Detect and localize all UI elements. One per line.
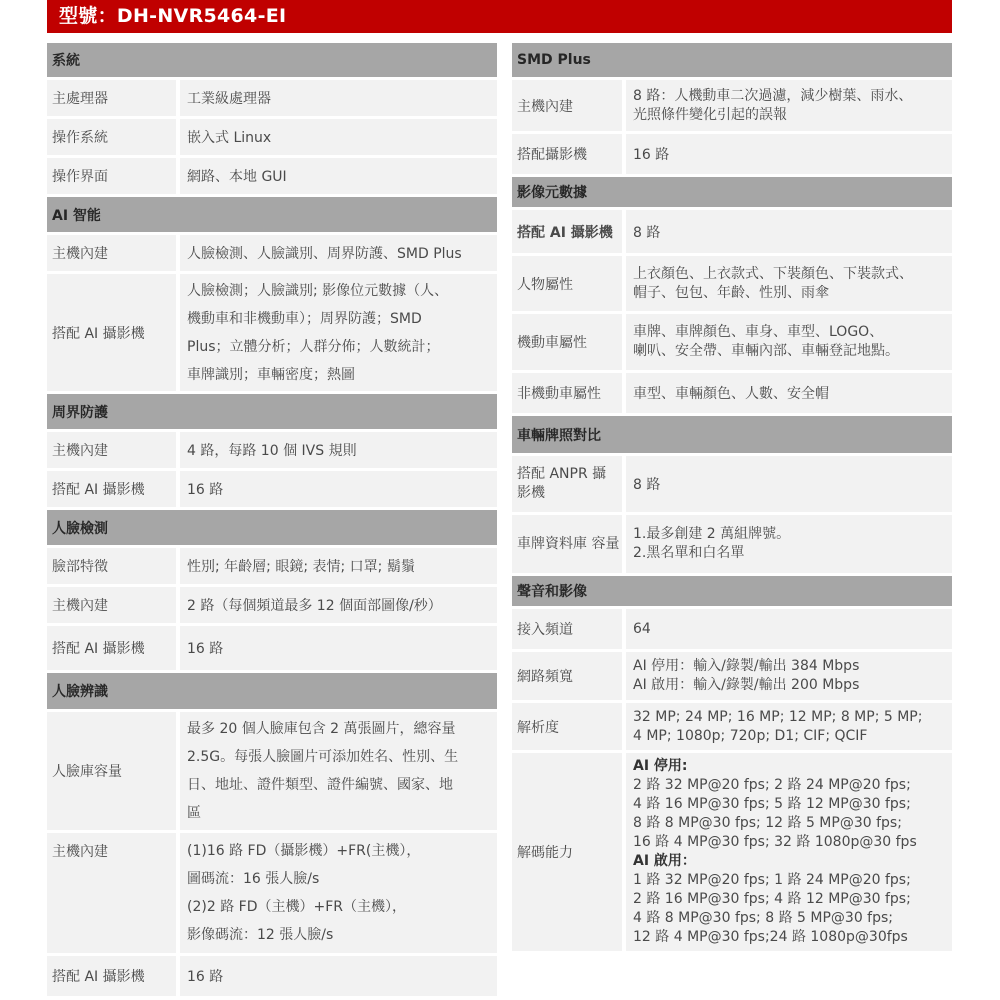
spec-value: 16 路	[626, 134, 952, 174]
spec-label: 臉部特徵	[47, 548, 176, 584]
section-header-ai: AI 智能	[47, 197, 497, 232]
spec-value: 1.最多創建 2 萬組牌號。 2.黑名單和白名單	[626, 515, 952, 573]
model-title: 型號：DH-NVR5464-EI	[47, 0, 952, 33]
section-header-face-recognition: 人臉辨識	[47, 673, 497, 709]
table-row	[47, 158, 497, 194]
spec-label: 人臉庫容量	[47, 712, 176, 830]
spec-label: 搭配 AI 攝影機	[47, 471, 176, 507]
spec-value: 性別; 年齡層; 眼鏡; 表情; 口罩; 鬍鬚	[180, 548, 497, 584]
spec-value: 嵌入式 Linux	[180, 119, 497, 155]
spec-label: 人物屬性	[512, 256, 622, 311]
spec-value: 8 路	[626, 456, 952, 512]
table-row	[47, 956, 497, 996]
table-row	[47, 432, 497, 468]
spec-value: (1)16 路 FD（攝影機）+FR(主機）， 圖碼流：16 張人臉/s (2)2 路 FD（主機）+FR（主機）， 影像碼流：12 張人臉/s	[180, 833, 497, 953]
section-header-system: 系統	[47, 43, 497, 77]
section-header-perimeter: 周界防護	[47, 394, 497, 429]
table-row	[47, 119, 497, 155]
section-header-smd-plus: SMD Plus	[512, 43, 952, 77]
table-row	[47, 587, 497, 623]
spec-value: 16 路	[180, 956, 497, 996]
table-row	[512, 210, 952, 253]
table-row	[512, 456, 952, 512]
spec-value: AI 停用：輸入/錄製/輸出 384 Mbps AI 啟用：輸入/錄製/輸出 200 Mbps	[626, 652, 952, 700]
spec-value: 人臉檢測；人臉識別; 影像位元數據（人、 機動車和非機動車）；周界防護；SMD Plus；立體分析；人群分佈；人數統計； 車牌識別；車輛密度；熱圖	[180, 274, 497, 391]
spec-label: 搭配 AI 攝影機	[47, 956, 176, 996]
table-row	[512, 80, 952, 131]
table-row	[47, 548, 497, 584]
table-row	[512, 753, 952, 951]
spec-value: 8 路	[626, 210, 952, 253]
spec-label: 搭配 AI 攝影機	[512, 210, 622, 253]
section-header-face-detection: 人臉檢測	[47, 510, 497, 545]
spec-value: 16 路	[180, 626, 497, 670]
section-header-metadata: 影像元數據	[512, 177, 952, 207]
spec-label: 主處理器	[47, 80, 176, 116]
spec-label: 主機內建	[47, 833, 176, 953]
spec-value: 32 MP; 24 MP; 16 MP; 12 MP; 8 MP; 5 MP; 4 MP; 1080p; 720p; D1; CIF; QCIF	[626, 703, 952, 750]
table-row	[512, 652, 952, 700]
spec-label: 非機動車屬性	[512, 373, 622, 413]
spec-label: 主機內建	[47, 235, 176, 271]
spec-label: 搭配 AI 攝影機	[47, 274, 176, 391]
section-header-audio-video: 聲音和影像	[512, 576, 952, 606]
spec-label: 搭配 ANPR 攝 影機	[512, 456, 622, 512]
spec-value: 8 路：人機動車二次過濾，減少樹葉、雨水、 光照條件變化引起的誤報	[626, 80, 952, 131]
spec-value: 人臉檢測、人臉識別、周界防護、SMD Plus	[180, 235, 497, 271]
table-row	[512, 609, 952, 649]
table-row	[512, 314, 952, 370]
table-row	[512, 515, 952, 573]
right-spec-table	[512, 43, 952, 954]
table-row	[47, 626, 497, 670]
spec-label: 車牌資料庫 容量	[512, 515, 622, 573]
spec-label: 接入頻道	[512, 609, 622, 649]
spec-label: 操作界面	[47, 158, 176, 194]
spec-value: AI 停用: 2 路 32 MP@20 fps; 2 路 24 MP@20 fps; 4 路 16 MP@30 fps; 5 路 12 MP@30 fps; 8 路 8 MP@30 fps; 12 路 5 MP@30 fps; 16 路 4 MP@30 fps; 32 路 1080p@30 fps AI 啟用： 1 路 32 MP@20 fps; 1 路 24 MP@20 fps; 2 路 16 MP@30 fps; 4 路 12 MP@30 fps; 4 路 8 MP@30 fps; 8 路 5 MP@30 fps; 12 路 4 MP@30 fps;24 路 1080p@30fps	[626, 753, 952, 951]
table-row	[47, 274, 497, 391]
spec-value: 車牌、車牌顏色、車身、車型、LOGO、 喇叭、安全帶、車輛內部、車輛登記地點。	[626, 314, 952, 370]
spec-value: 上衣顏色、上衣款式、下裝顏色、下裝款式、 帽子、包包、年齡、性別、雨傘	[626, 256, 952, 311]
spec-value: 16 路	[180, 471, 497, 507]
spec-label: 解碼能力	[512, 753, 622, 951]
section-header-anpr: 車輛牌照對比	[512, 416, 952, 453]
table-row	[47, 235, 497, 271]
table-row	[47, 833, 497, 953]
spec-value: 64	[626, 609, 952, 649]
spec-label: 網路頻寬	[512, 652, 622, 700]
table-row	[47, 80, 497, 116]
spec-label: 操作系統	[47, 119, 176, 155]
table-row	[512, 256, 952, 311]
spec-label: 解析度	[512, 703, 622, 750]
table-row	[512, 703, 952, 750]
spec-label: 機動車屬性	[512, 314, 622, 370]
spec-value: 最多 20 個人臉庫包含 2 萬張圖片，總容量 2.5G。每張人臉圖片可添加姓名、性別、生 日、地址、證件類型、證件編號、國家、地 區	[180, 712, 497, 830]
spec-value: 2 路（每個頻道最多 12 個面部圖像/秒）	[180, 587, 497, 623]
spec-value: 車型、車輛顏色、人數、安全帽	[626, 373, 952, 413]
table-row	[512, 373, 952, 413]
spec-label: 主機內建	[47, 587, 176, 623]
spec-value: 4 路，每路 10 個 IVS 規則	[180, 432, 497, 468]
spec-label: 主機內建	[512, 80, 622, 131]
spec-label: 主機內建	[47, 432, 176, 468]
left-spec-table	[47, 43, 497, 999]
spec-value: 網路、本地 GUI	[180, 158, 497, 194]
spec-value: 工業級處理器	[180, 80, 497, 116]
spec-label: 搭配攝影機	[512, 134, 622, 174]
spec-label: 搭配 AI 攝影機	[47, 626, 176, 670]
table-row	[47, 471, 497, 507]
table-row	[512, 134, 952, 174]
table-row	[47, 712, 497, 830]
